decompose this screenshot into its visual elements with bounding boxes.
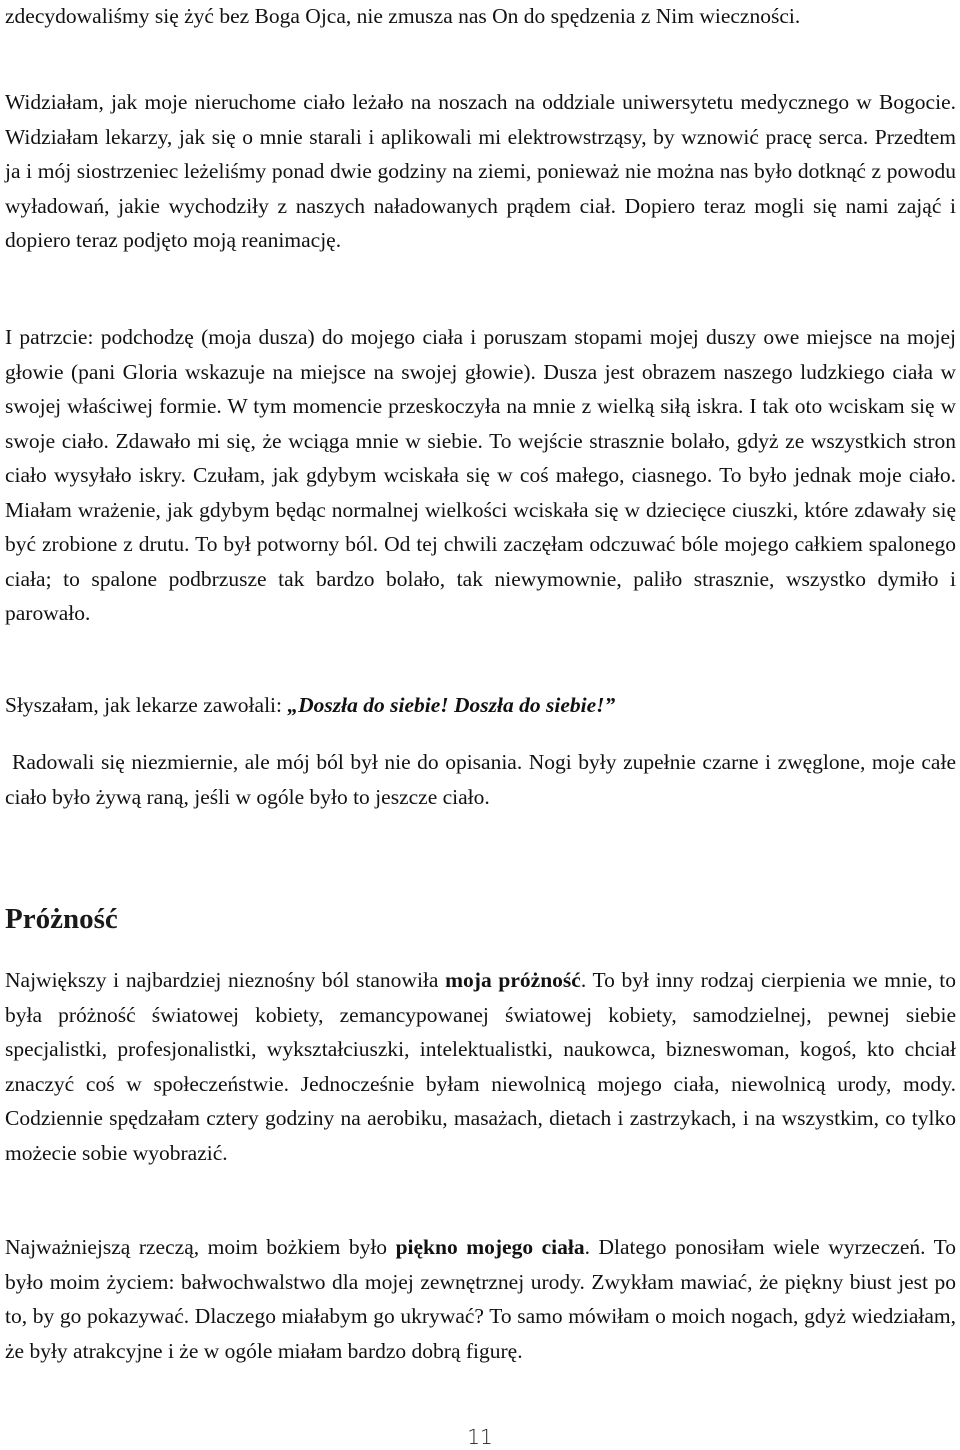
paragraph-5 [5,745,956,814]
paragraph-6-bold: moja próżność [445,968,581,992]
paragraph-7-lead: Najważniejszą rzeczą, moim bożkiem było [5,1235,396,1259]
doctors-exclamation-quote: „Doszła do siebie! Doszła do siebie!” [287,693,616,717]
paragraph-6-rest: . To był inny rodzaj cierpienia we mnie, to była próżność światowej kobiety, zemancypowanej światowej kobiety, samodzielnej, pewnej siebie specjalistki, profesjonalistki, wykształciuszki, intelektualistki, naukowca, bizneswoman, kogoś, kto chciał znaczyć coś w społeczeństwie. Jednocześnie byłam niewolnicą mojego ciała, niewolnicą urody, mody. Codziennie spędzałam cztery godziny na aerobiku, masażach, dietach i zastrzykach, i na wszystkim, co tylko możecie sobie wyobrazić. [5,968,956,1165]
paragraph-5-text: Radowali się niezmiernie, ale mój ból był nie do opisania. Nogi były zupełnie czarne i zwęglone, moje całe ciało było żywą raną, jeśli w ogóle było to jeszcze ciało. [5,750,956,809]
paragraph-7-rest: . Dlatego ponosiłam wiele wyrzeczeń. To było moim życiem: bałwochwalstwo dla mojej zewnętrznej urody. Zwykłam mawiać, że piękny biust jest po to, by go pokazywać. Dlaczego miałabym go ukrywać? To samo mówiłam o moich nogach, gdyż wiedziałam, że były atrakcyjne i że w ogóle miałam bardzo dobrą figurę. [5,1235,956,1363]
paragraph-4-lead: Słyszałam, jak lekarze zawołali: [5,693,288,717]
paragraph-6-lead: Największy i najbardziej nieznośny ból stanowiła [5,968,446,992]
page-number: 11 [467,1425,493,1449]
paragraph-7 [5,1230,956,1368]
paragraph-1 [5,0,956,34]
paragraph-4 [5,688,956,723]
paragraph-2-text: Widziałam, jak moje nieruchome ciało leżało na noszach na oddziale uniwersytetu medycznego w Bogocie. Widziałam lekarzy, jak się o mnie starali i aplikowali mi elektrowstrząsy, by wznowić pracę serca. Przedtem ja i mój siostrzeniec leżeliśmy ponad dwie godziny na ziemi, ponieważ nie można nas było dotknąć z powodu wyładowań, jakie wychodziły z naszych naładowanych prądem ciał. Dopiero teraz mogli się nami zająć i dopiero teraz podjęto moją reanimację. [5,90,956,252]
paragraph-1-text: zdecydowaliśmy się żyć bez Boga Ojca, nie zmusza nas On do spędzenia z Nim wieczności. [5,4,801,28]
paragraph-2 [5,85,956,258]
section-heading: Próżność [5,903,118,935]
paragraph-3 [5,320,956,631]
paragraph-3-text: I patrzcie: podchodzę (moja dusza) do mojego ciała i poruszam stopami mojej duszy owe miejsce na mojej głowie (pani Gloria wskazuje na miejsce na swojej głowie). Dusza jest obrazem naszego ludzkiego ciała w swojej właściwej formie. W tym momencie przeskoczyła na mnie z wielką siłą iskra. I tak oto wciskam się w swoje ciało. Zdawało mi się, że wciąga mnie w siebie. To wejście strasznie bolało, gdyż ze wszystkich stron ciało wysyłało iskry. Czułam, jak gdybym wciskała się w coś małego, ciasnego. To było jednak moje ciało. Miałam wrażenie, jak gdybym będąc normalnej wielkości wciskała się w dziecięce ciuszki, które zdawały się być zrobione z drutu. To był potworny ból. Od tej chwili zaczęłam odczuwać bóle mojego całkiem spalonego ciała; to spalone podbrzusze tak bardzo bolało, tak niewymownie, paliło strasznie, wszystko dymiło i parowało. [5,325,956,625]
paragraph-7-bold: piękno mojego ciała [395,1235,585,1259]
paragraph-6 [5,963,956,1170]
